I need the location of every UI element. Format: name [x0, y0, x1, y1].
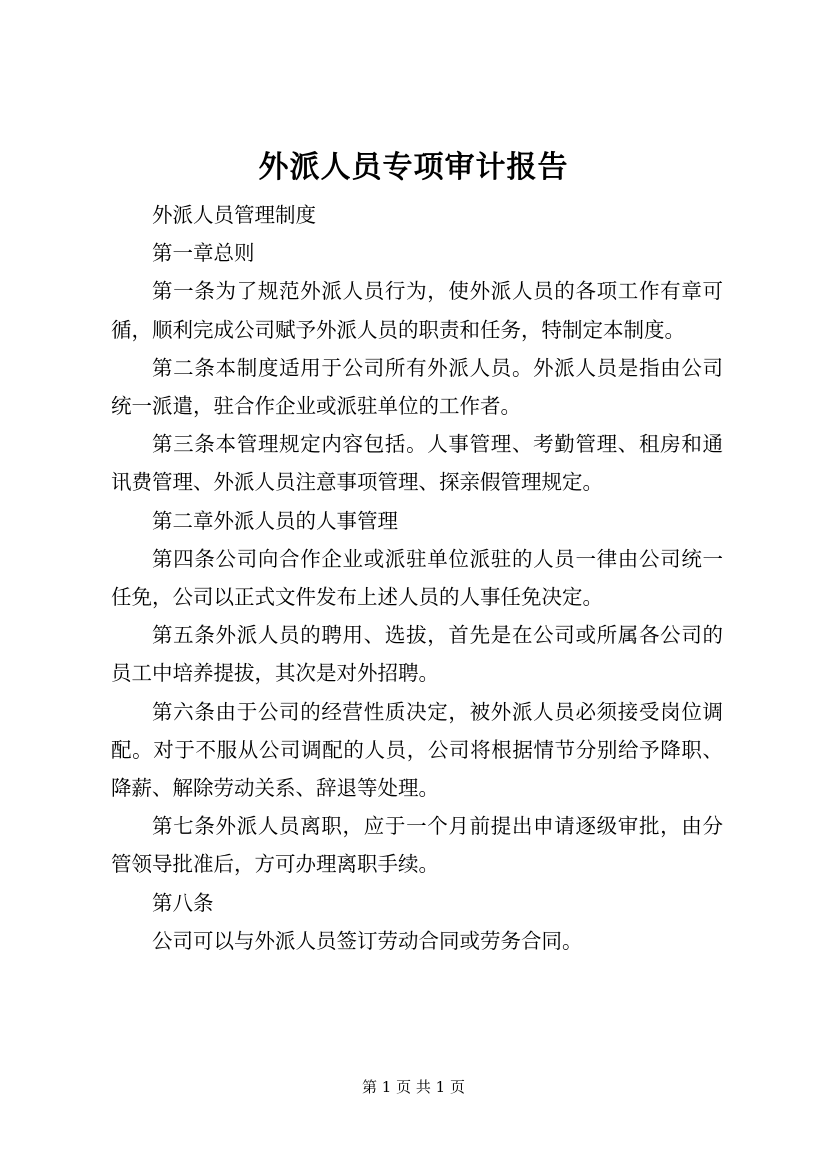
paragraph: 第七条外派人员离职，应于一个月前提出申请逐级审批，由分管领导批准后，方可办理离职手续。 [111, 814, 723, 877]
paragraph: 第五条外派人员的聘用、选拔，首先是在公司或所属各公司的员工中培养提拔，其次是对外招聘。 [111, 623, 723, 686]
paragraph: 第六条由于公司的经营性质决定，被外派人员必须接受岗位调配。对于不服从公司调配的人员，公司将根据情节分别给予降职、降薪、解除劳动关系、辞退等处理。 [111, 699, 723, 801]
paragraph: 第二条本制度适用于公司所有外派人员。外派人员是指由公司统一派遣，驻合作企业或派驻单位的工作者。 [111, 355, 723, 419]
paragraph: 外派人员管理制度 [152, 203, 316, 227]
paragraph: 第二章外派人员的人事管理 [152, 508, 398, 533]
document-body [111, 196, 723, 960]
paragraph: 第三条本管理规定内容包括。人事管理、考勤管理、租房和通讯费管理、外派人员注意事项管理、探亲假管理规定。 [111, 432, 723, 495]
document-title: 外派人员专项审计报告 [258, 150, 569, 185]
paragraph: 第一条为了规范外派人员行为，使外派人员的各项工作有章可循，顺利完成公司赋予外派人员的职责和任务，特制定本制度。 [111, 279, 723, 342]
paragraph: 第四条公司向合作企业或派驻单位派驻的人员一律由公司统一任免，公司以正式文件发布上述人员的人事任免决定。 [111, 546, 723, 610]
paragraph: 公司可以与外派人员签订劳动合同或劳务合同。 [152, 928, 583, 953]
paragraph: 第八条 [152, 890, 214, 915]
page-footer: 第 1 页 共 1 页 [362, 1078, 465, 1096]
paragraph: 第一章总则 [152, 241, 255, 266]
